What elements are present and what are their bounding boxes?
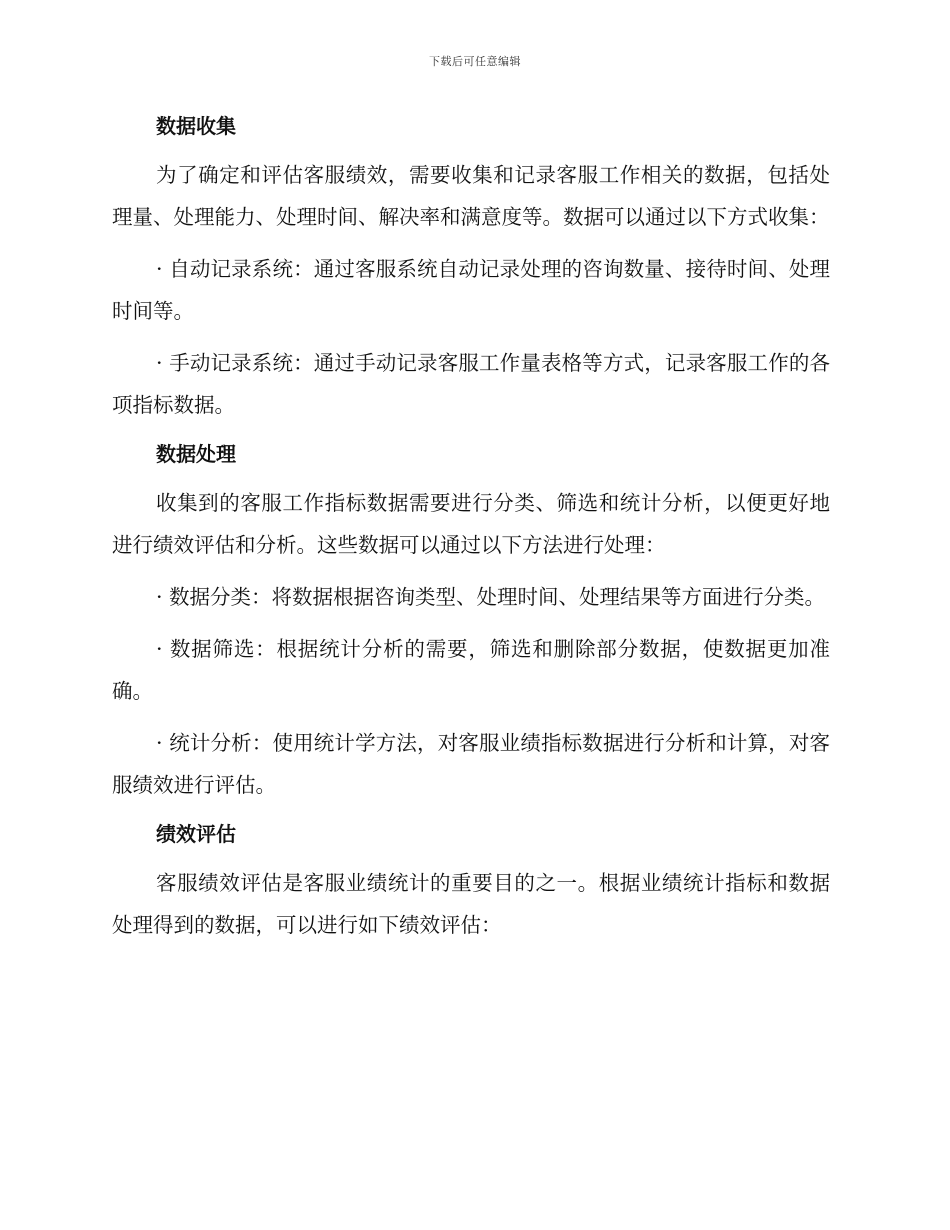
bullet-paragraph: · 数据筛选：根据统计分析的需要，筛选和删除部分数据，使数据更加准确。 xyxy=(112,637,830,703)
document-body xyxy=(112,108,830,956)
section-performance-evaluation xyxy=(112,816,830,946)
bullet-paragraph: · 数据分类：将数据根据咨询类型、处理时间、处理结果等方面进行分类。 xyxy=(156,585,826,609)
section-data-collection xyxy=(112,108,830,426)
bullet-paragraph: · 统计分析：使用统计学方法，对客服业绩指标数据进行分析和计算，对客服绩效进行评估。 xyxy=(112,731,830,797)
bullet-paragraph: · 手动记录系统：通过手动记录客服工作量表格等方式，记录客服工作的各项指标数据。 xyxy=(112,351,830,417)
paragraph: 收集到的客服工作指标数据需要进行分类、筛选和统计分析，以便更好地进行绩效评估和分析。这些数据可以通过以下方法进行处理： xyxy=(112,491,830,557)
header-note: 下载后可任意编辑 xyxy=(429,55,521,68)
paragraph: 为了确定和评估客服绩效，需要收集和记录客服工作相关的数据，包括处理量、处理能力、处理时间、解决率和满意度等。数据可以通过以下方式收集： xyxy=(112,163,830,229)
section-heading: 数据收集 xyxy=(156,114,236,138)
section-heading: 绩效评估 xyxy=(156,822,236,846)
section-data-processing xyxy=(112,436,830,806)
bullet-paragraph: · 自动记录系统：通过客服系统自动记录处理的咨询数量、接待时间、处理时间等。 xyxy=(112,257,830,323)
paragraph: 客服绩效评估是客服业绩统计的重要目的之一。根据业绩统计指标和数据处理得到的数据，可以进行如下绩效评估： xyxy=(112,871,830,937)
section-heading: 数据处理 xyxy=(156,442,236,466)
